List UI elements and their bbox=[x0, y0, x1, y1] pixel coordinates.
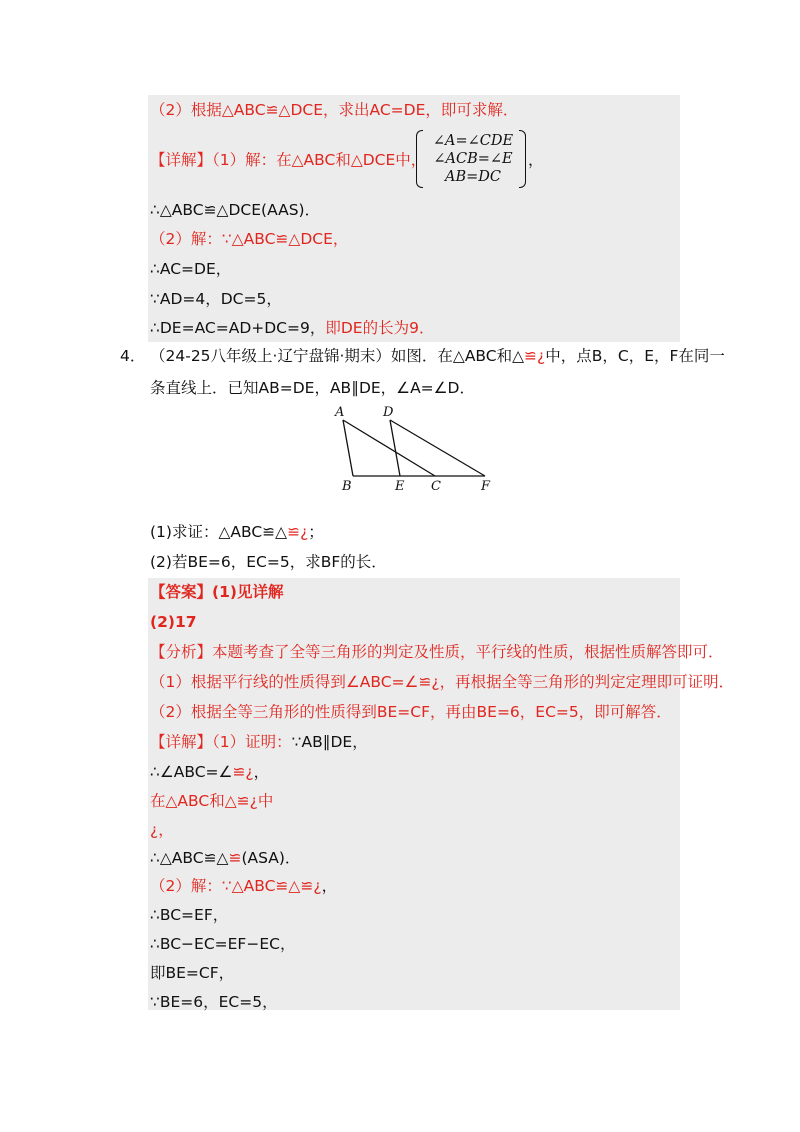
part-1 bbox=[150, 522, 324, 542]
analysis-2 bbox=[150, 672, 734, 692]
p1-garble: ≌¿ bbox=[287, 523, 309, 541]
detail-10: ∵BE=6，EC=5， bbox=[150, 993, 278, 1011]
segment-ab bbox=[343, 420, 353, 476]
question-number: 4． bbox=[120, 347, 146, 365]
line-l3: ∴△ABC≌△DCE(AAS)． bbox=[150, 201, 321, 219]
d3-tail: 中 bbox=[257, 792, 274, 810]
an2-garble: ≌¿ bbox=[418, 673, 440, 691]
detail-8: ∴BC−EC=EF−EC， bbox=[150, 935, 296, 953]
answer-1: 【答案】(1)见详解 bbox=[150, 583, 284, 601]
detail-6 bbox=[150, 876, 337, 896]
label-e: E bbox=[395, 479, 405, 494]
sys-row-1: ∠A=∠CDE bbox=[432, 133, 514, 149]
answer-2: (2)17 bbox=[150, 613, 197, 631]
line-l4: （2）解：∵△ABC≌△DCE， bbox=[150, 230, 349, 248]
line-l2-tail: ， bbox=[528, 151, 544, 169]
segment-de bbox=[390, 420, 400, 476]
an2-tail: ，再根据全等三角形的判定定理即可证明． bbox=[439, 673, 735, 691]
q1-tail: 中，点B，C，E，F在同一 bbox=[545, 347, 725, 365]
line-l6: ∵AD=4，DC=5， bbox=[150, 290, 282, 308]
d2-text: ∴∠ABC=∠ bbox=[150, 763, 233, 781]
detail-7: ∴BC=EF， bbox=[150, 906, 229, 924]
analysis-3: （2）根据全等三角形的性质得到BE=CF，再由BE=6，EC=5，即可解答． bbox=[150, 703, 672, 721]
detail-1 bbox=[150, 732, 368, 752]
label-f: F bbox=[481, 479, 491, 494]
right-brace bbox=[519, 130, 526, 188]
detail-5 bbox=[150, 848, 300, 868]
d1-math: ∵AB∥DE， bbox=[291, 733, 368, 751]
equation-system bbox=[416, 130, 526, 188]
left-brace bbox=[416, 130, 423, 188]
analysis-1: 【分析】本题考查了全等三角形的判定及性质，平行线的性质，根据性质解答即可． bbox=[150, 643, 724, 661]
line-l7-conclusion: 即DE的长为9． bbox=[325, 319, 435, 337]
label-b: B bbox=[342, 479, 352, 494]
question-line-2: 条直线上．已知AB=DE，AB∥DE，∠A=∠D． bbox=[150, 379, 475, 397]
q1-text: （24-25八年级上·辽宁盘锦·期末）如图．在△ABC和△ bbox=[150, 347, 525, 365]
d6-garble: ≌¿ bbox=[300, 877, 322, 895]
label-d: D bbox=[383, 405, 394, 420]
d5-garble: ≌ bbox=[228, 849, 242, 867]
sys-row-3: AB=DC bbox=[445, 169, 501, 185]
p1-text: (1)求证：△ABC≌△ bbox=[150, 523, 288, 541]
line-l5: ∴AC=DE， bbox=[150, 260, 232, 278]
d1-head: 【详解】（1）证明： bbox=[150, 733, 292, 751]
d5-text: ∴△ABC≌△ bbox=[150, 849, 229, 867]
q1-garble: ≌¿ bbox=[524, 347, 546, 365]
triangle-figure bbox=[325, 400, 510, 495]
detail-3 bbox=[150, 791, 273, 811]
question-line-1 bbox=[150, 346, 725, 366]
d6-text: （2）解：∵△ABC≌△ bbox=[150, 877, 301, 895]
line-l2 bbox=[150, 150, 426, 170]
an2-text: （1）根据平行线的性质得到∠ABC=∠ bbox=[150, 673, 419, 691]
line-l7-math: ∴DE=AC=AD+DC=9， bbox=[150, 319, 326, 337]
d3-text: 在△ABC和△ bbox=[150, 792, 237, 810]
label-c: C bbox=[431, 479, 441, 494]
p1-tail: ； bbox=[308, 523, 324, 541]
d2-tail: ， bbox=[253, 763, 270, 781]
d5-tail: (ASA)． bbox=[241, 849, 301, 867]
sys-row-2: ∠ACB=∠E bbox=[433, 151, 513, 167]
detail-9: 即BE=CF， bbox=[150, 964, 235, 982]
detail-head: 【详解】（1）解：在△ABC和△DCE中， bbox=[150, 151, 427, 169]
d3-garble: ≌¿ bbox=[236, 792, 258, 810]
segment-ac bbox=[343, 420, 435, 476]
detail-4: ¿， bbox=[150, 821, 174, 839]
line-l7 bbox=[150, 318, 434, 338]
label-a: A bbox=[335, 405, 345, 420]
d6-tail: ， bbox=[321, 877, 338, 895]
part-2: (2)若BE=6，EC=5，求BF的长． bbox=[150, 553, 387, 571]
segment-df bbox=[390, 420, 485, 476]
d2-garble: ≌¿ bbox=[232, 763, 254, 781]
line-l1: （2）根据△ABC≌△DCE，求出AC=DE，即可求解． bbox=[150, 101, 519, 119]
detail-2 bbox=[150, 762, 269, 782]
